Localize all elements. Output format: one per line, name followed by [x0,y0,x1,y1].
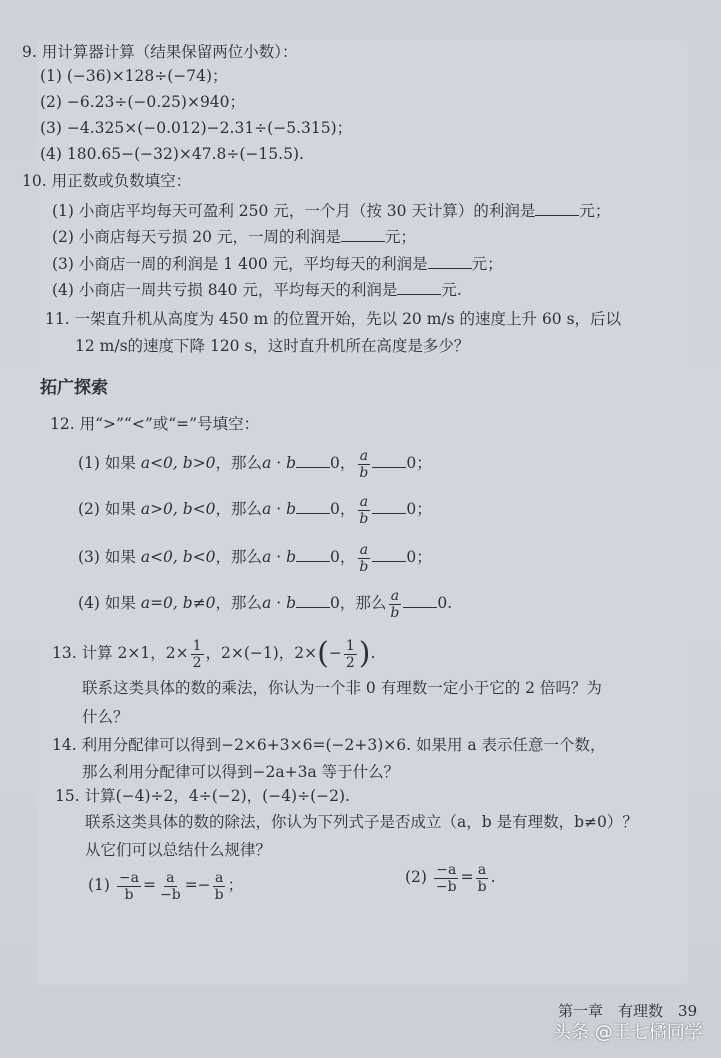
fraction [344,638,357,671]
fraction [357,542,370,575]
condition: a=0, b≠0 [140,594,216,612]
numerator: a [477,861,487,878]
text: ，那么 [215,594,263,612]
paren: ( [317,636,329,671]
answer-blank[interactable] [296,593,330,608]
product: a · b [262,500,297,518]
text: =− [184,876,211,894]
denominator: b [214,886,224,903]
answer-blank[interactable] [372,499,406,514]
numerator: a [166,869,175,886]
chapter-title: 第一章 有理数 [558,1002,664,1020]
text: 0， [330,500,356,518]
answer-blank[interactable] [372,453,406,468]
text: 13. 计算 2×1，2× [52,644,189,662]
fraction [476,862,489,895]
label: (2) [405,868,427,886]
numerator: a [359,493,369,510]
text: (1) 如果 [78,454,136,472]
section-heading: 拓广探索 [40,378,108,398]
text: 0； [406,500,432,518]
text: ，那么 [215,454,263,472]
denominator: 2 [345,654,355,671]
q9-item: (2) −6.23÷(−0.25)×940； [40,93,246,111]
denominator: b [359,510,369,527]
fraction [191,638,204,671]
q10-title: 10. 用正数或负数填空： [22,172,192,190]
numerator: a [359,541,369,558]
text: (3) 小商店一周的利润是 1 400 元，平均每天的利润是 [52,255,428,273]
answer-blank[interactable] [397,280,441,295]
text: 元； [579,202,611,220]
text: (3) 如果 [78,548,136,566]
text: ，那么 [215,500,263,518]
text: ，那么 [215,548,263,566]
text: (4) 如果 [78,594,136,612]
q13-line: 什么？ [82,708,129,726]
text: 0， [330,548,356,566]
text: 0，那么 [330,594,387,612]
answer-blank[interactable] [535,201,579,216]
answer-blank[interactable] [296,453,330,468]
answer-blank[interactable] [403,593,437,608]
numerator: a [359,447,369,464]
q9-item: (1) (−36)×128÷(−74)； [40,67,228,85]
numerator: a [390,587,400,604]
q14-line: 那么利用分配律可以得到−2a+3a 等于什么？ [82,763,400,781]
q12-title: 12. 用“>”“<”或“=”号填空： [50,415,260,433]
condition: a>0, b<0 [140,500,216,518]
numerator: −a [118,869,139,886]
answer-blank[interactable] [296,547,330,562]
page-number: 39 [678,1002,698,1020]
paren: ) [358,636,371,671]
text: . [490,868,496,886]
text: 元； [471,255,503,273]
q12-item [78,492,432,527]
text: = [460,868,474,886]
text: 元. [441,281,462,299]
denominator: b [477,878,487,895]
text: ，2×(−1)，2× [205,644,318,662]
q15-formula-1 [88,868,243,903]
text: 0. [437,594,453,612]
text: (2) 如果 [78,500,136,518]
denominator: 2 [192,654,202,671]
numerator: −a [436,861,457,878]
q10-item [52,280,462,300]
q12-item [78,586,452,621]
q15-line: 从它们可以总结什么规律？ [85,841,272,859]
denominator: b [124,886,134,903]
fraction [357,448,370,481]
text: = [142,876,156,894]
text: 0； [406,548,432,566]
condition: a<0, b>0 [140,454,216,472]
label: (1) [88,876,110,894]
text: (1) 小商店平均每天可盈利 250 元，一个月（按 30 天计算）的利润是 [52,202,536,220]
answer-blank[interactable] [341,227,385,242]
answer-blank[interactable] [296,499,330,514]
denominator: −b [159,886,181,903]
denominator: b [359,558,369,575]
denominator: −b [435,878,457,895]
q13-line: 联系这类具体的数的乘法，你认为一个非 0 有理数一定小于它的 2 倍吗？为 [82,679,602,697]
numerator: 1 [345,637,355,654]
q10-item [52,254,503,274]
text: 0； [406,454,432,472]
text: 元； [384,228,416,246]
denominator: b [390,604,400,621]
text: − [328,644,342,662]
q9-item: (3) −4.325×(−0.012)−2.31÷(−5.315)； [40,119,353,137]
watermark: 头条 @王七橘同学 [553,1022,703,1043]
q12-item [78,540,432,575]
fraction [357,494,370,527]
q15-formula-2 [405,860,496,895]
text: (4) 小商店一周共亏损 840 元，平均每天的利润是 [52,281,398,299]
q10-item [52,227,416,247]
fraction [158,870,183,903]
q9-item: (4) 180.65−(−32)×47.8÷(−15.5). [40,145,304,163]
q14-line: 14. 利用分配律可以得到−2×6+3×6=(−2+3)×6. 如果用 a 表示任意一个数， [52,736,606,754]
fraction [213,870,226,903]
product: a · b [262,454,297,472]
condition: a<0, b<0 [140,548,216,566]
q10-item [52,201,610,221]
q13-line [52,636,375,670]
text: 0， [330,454,356,472]
text: ； [227,876,244,894]
product: a · b [262,594,297,612]
text: (2) 小商店每天亏损 20 元，一周的利润是 [52,228,341,246]
q12-item [78,446,432,481]
q15-line: 15. 计算(−4)÷2，4÷(−2)，(−4)÷(−2). [55,787,350,805]
fraction [434,862,459,895]
product: a · b [262,548,297,566]
q11-line: 12 m/s的速度下降 120 s，这时直升机所在高度是多少？ [75,337,470,355]
answer-blank[interactable] [428,254,472,269]
answer-blank[interactable] [372,547,406,562]
denominator: b [359,464,369,481]
q9-title: 9. 用计算器计算（结果保留两位小数）： [22,43,298,61]
q15-line: 联系这类具体的数的除法，你认为下列式子是否成立（a，b 是有理数，b≠0）？ [85,813,638,831]
numerator: a [214,869,224,886]
fraction [117,870,141,903]
q11-line: 11. 一架直升机从高度为 450 m 的位置开始，先以 20 m/s 的速度上升 60 s，后以 [45,310,622,328]
text: . [370,644,376,662]
numerator: 1 [192,637,202,654]
fraction [388,588,401,621]
